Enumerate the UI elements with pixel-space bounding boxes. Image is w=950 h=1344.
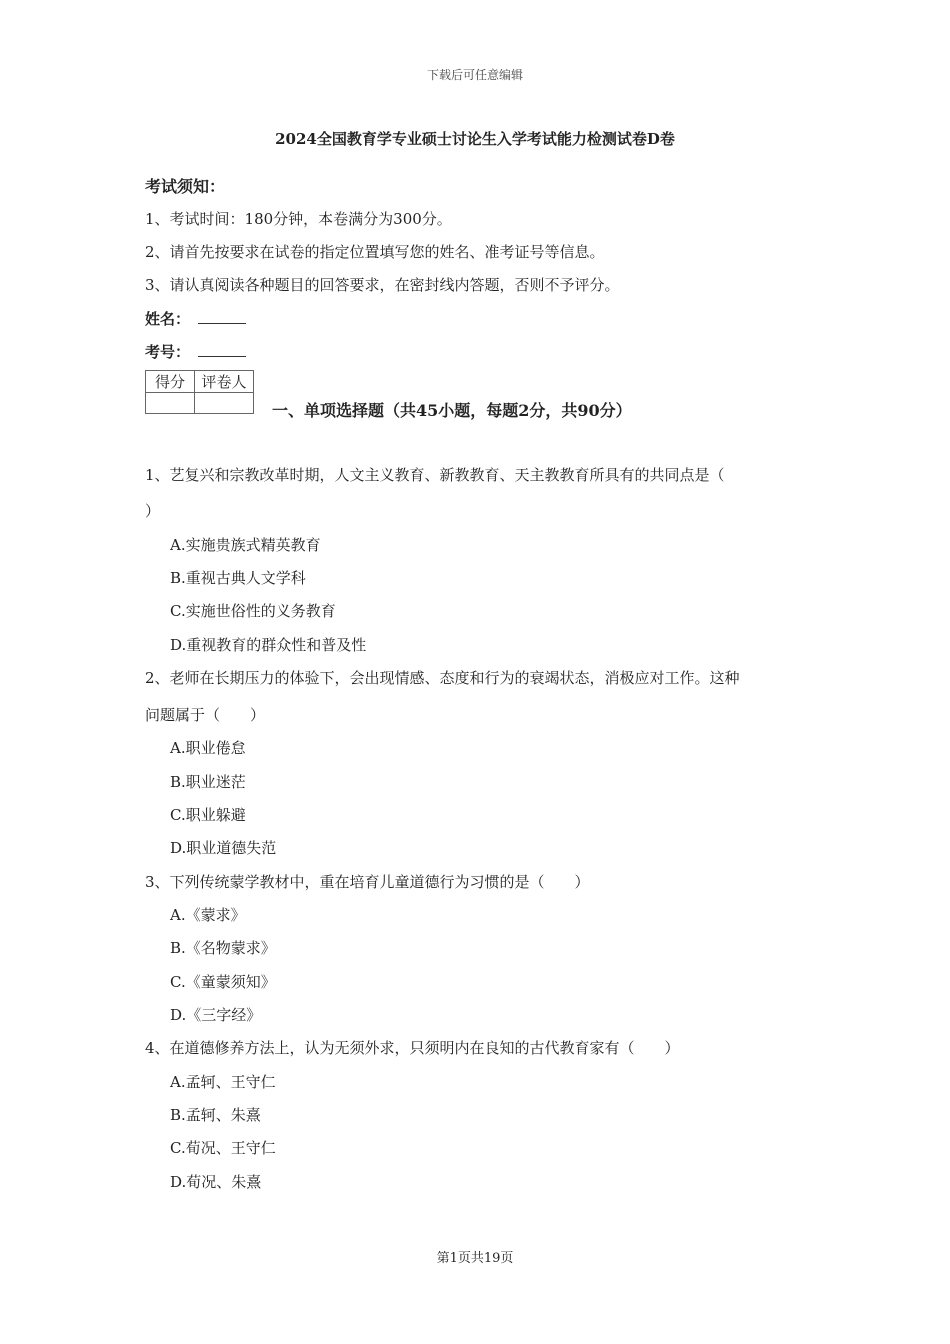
question-1-option-d: D.重视教育的群众性和普及性 [170,636,367,654]
question-1-option-b: B.重视古典人文学科 [170,569,306,587]
question-2-line-1: 2、老师在长期压力的体验下，会出现情感、态度和行为的衰竭状态，消极应对工作。这种 [145,669,740,687]
question-3-option-c: C.《童蒙须知》 [170,973,276,991]
question-2-option-c: C.职业躲避 [170,806,246,824]
question-2-option-d: D.职业道德失范 [170,839,277,857]
question-4-option-a: A.孟轲、王守仁 [170,1073,276,1091]
question-4-option-b: B.孟轲、朱熹 [170,1106,261,1124]
question-3-option-d: D.《三字经》 [170,1006,262,1024]
id-label: 考号： [145,343,191,361]
id-field [145,341,246,362]
notice-heading: 考试须知： [145,177,226,196]
question-2-option-b: B.职业迷茫 [170,773,246,791]
score-cell[interactable] [146,393,195,414]
grader-cell[interactable] [195,393,254,414]
question-2-option-a: A.职业倦怠 [170,739,246,757]
question-3-option-a: A.《蒙求》 [170,906,246,924]
exam-title: 2024全国教育学专业硕士讨论生入学考试能力检测试卷D卷 [275,130,675,148]
question-3-line-1: 3、下列传统蒙学教材中，重在培育儿童道德行为习惯的是（ ） [145,873,590,891]
id-blank[interactable] [198,342,246,357]
notice-item-3: 3、请认真阅读各种题目的回答要求，在密封线内答题，否则不予评分。 [145,276,620,294]
name-label: 姓名： [145,310,191,328]
notice-item-2: 2、请首先按要求在试卷的指定位置填写您的姓名、准考证号等信息。 [145,243,605,261]
question-4-line-1: 4、在道德修养方法上，认为无须外求，只须明内在良知的古代教育家有（ ） [145,1039,680,1057]
grader-header: 评卷人 [195,371,254,393]
question-1-line-2: ） [145,502,161,520]
score-header: 得分 [146,371,195,393]
question-4-option-d: D.荀况、朱熹 [170,1173,262,1191]
page-footer: 第1页共19页 [436,1251,514,1266]
page-header: 下载后可任意编辑 [426,68,523,82]
question-4-option-c: C.荀况、王守仁 [170,1139,276,1157]
question-1-option-a: A.实施贵族式精英教育 [170,536,321,554]
question-3-option-b: B.《名物蒙求》 [170,939,276,957]
name-blank[interactable] [198,309,246,324]
question-2-line-2: 问题属于（ ） [145,706,266,724]
name-field [145,308,246,329]
notice-item-1: 1、考试时间：180分钟，本卷满分为300分。 [145,210,452,228]
score-table [145,370,254,414]
question-1-option-c: C.实施世俗性的义务教育 [170,602,336,620]
section-title: 一、单项选择题（共45小题，每题2分，共90分） [272,401,632,420]
question-1-line-1: 1、艺复兴和宗教改革时期，人文主义教育、新教教育、天主教教育所具有的共同点是（ [145,466,725,484]
